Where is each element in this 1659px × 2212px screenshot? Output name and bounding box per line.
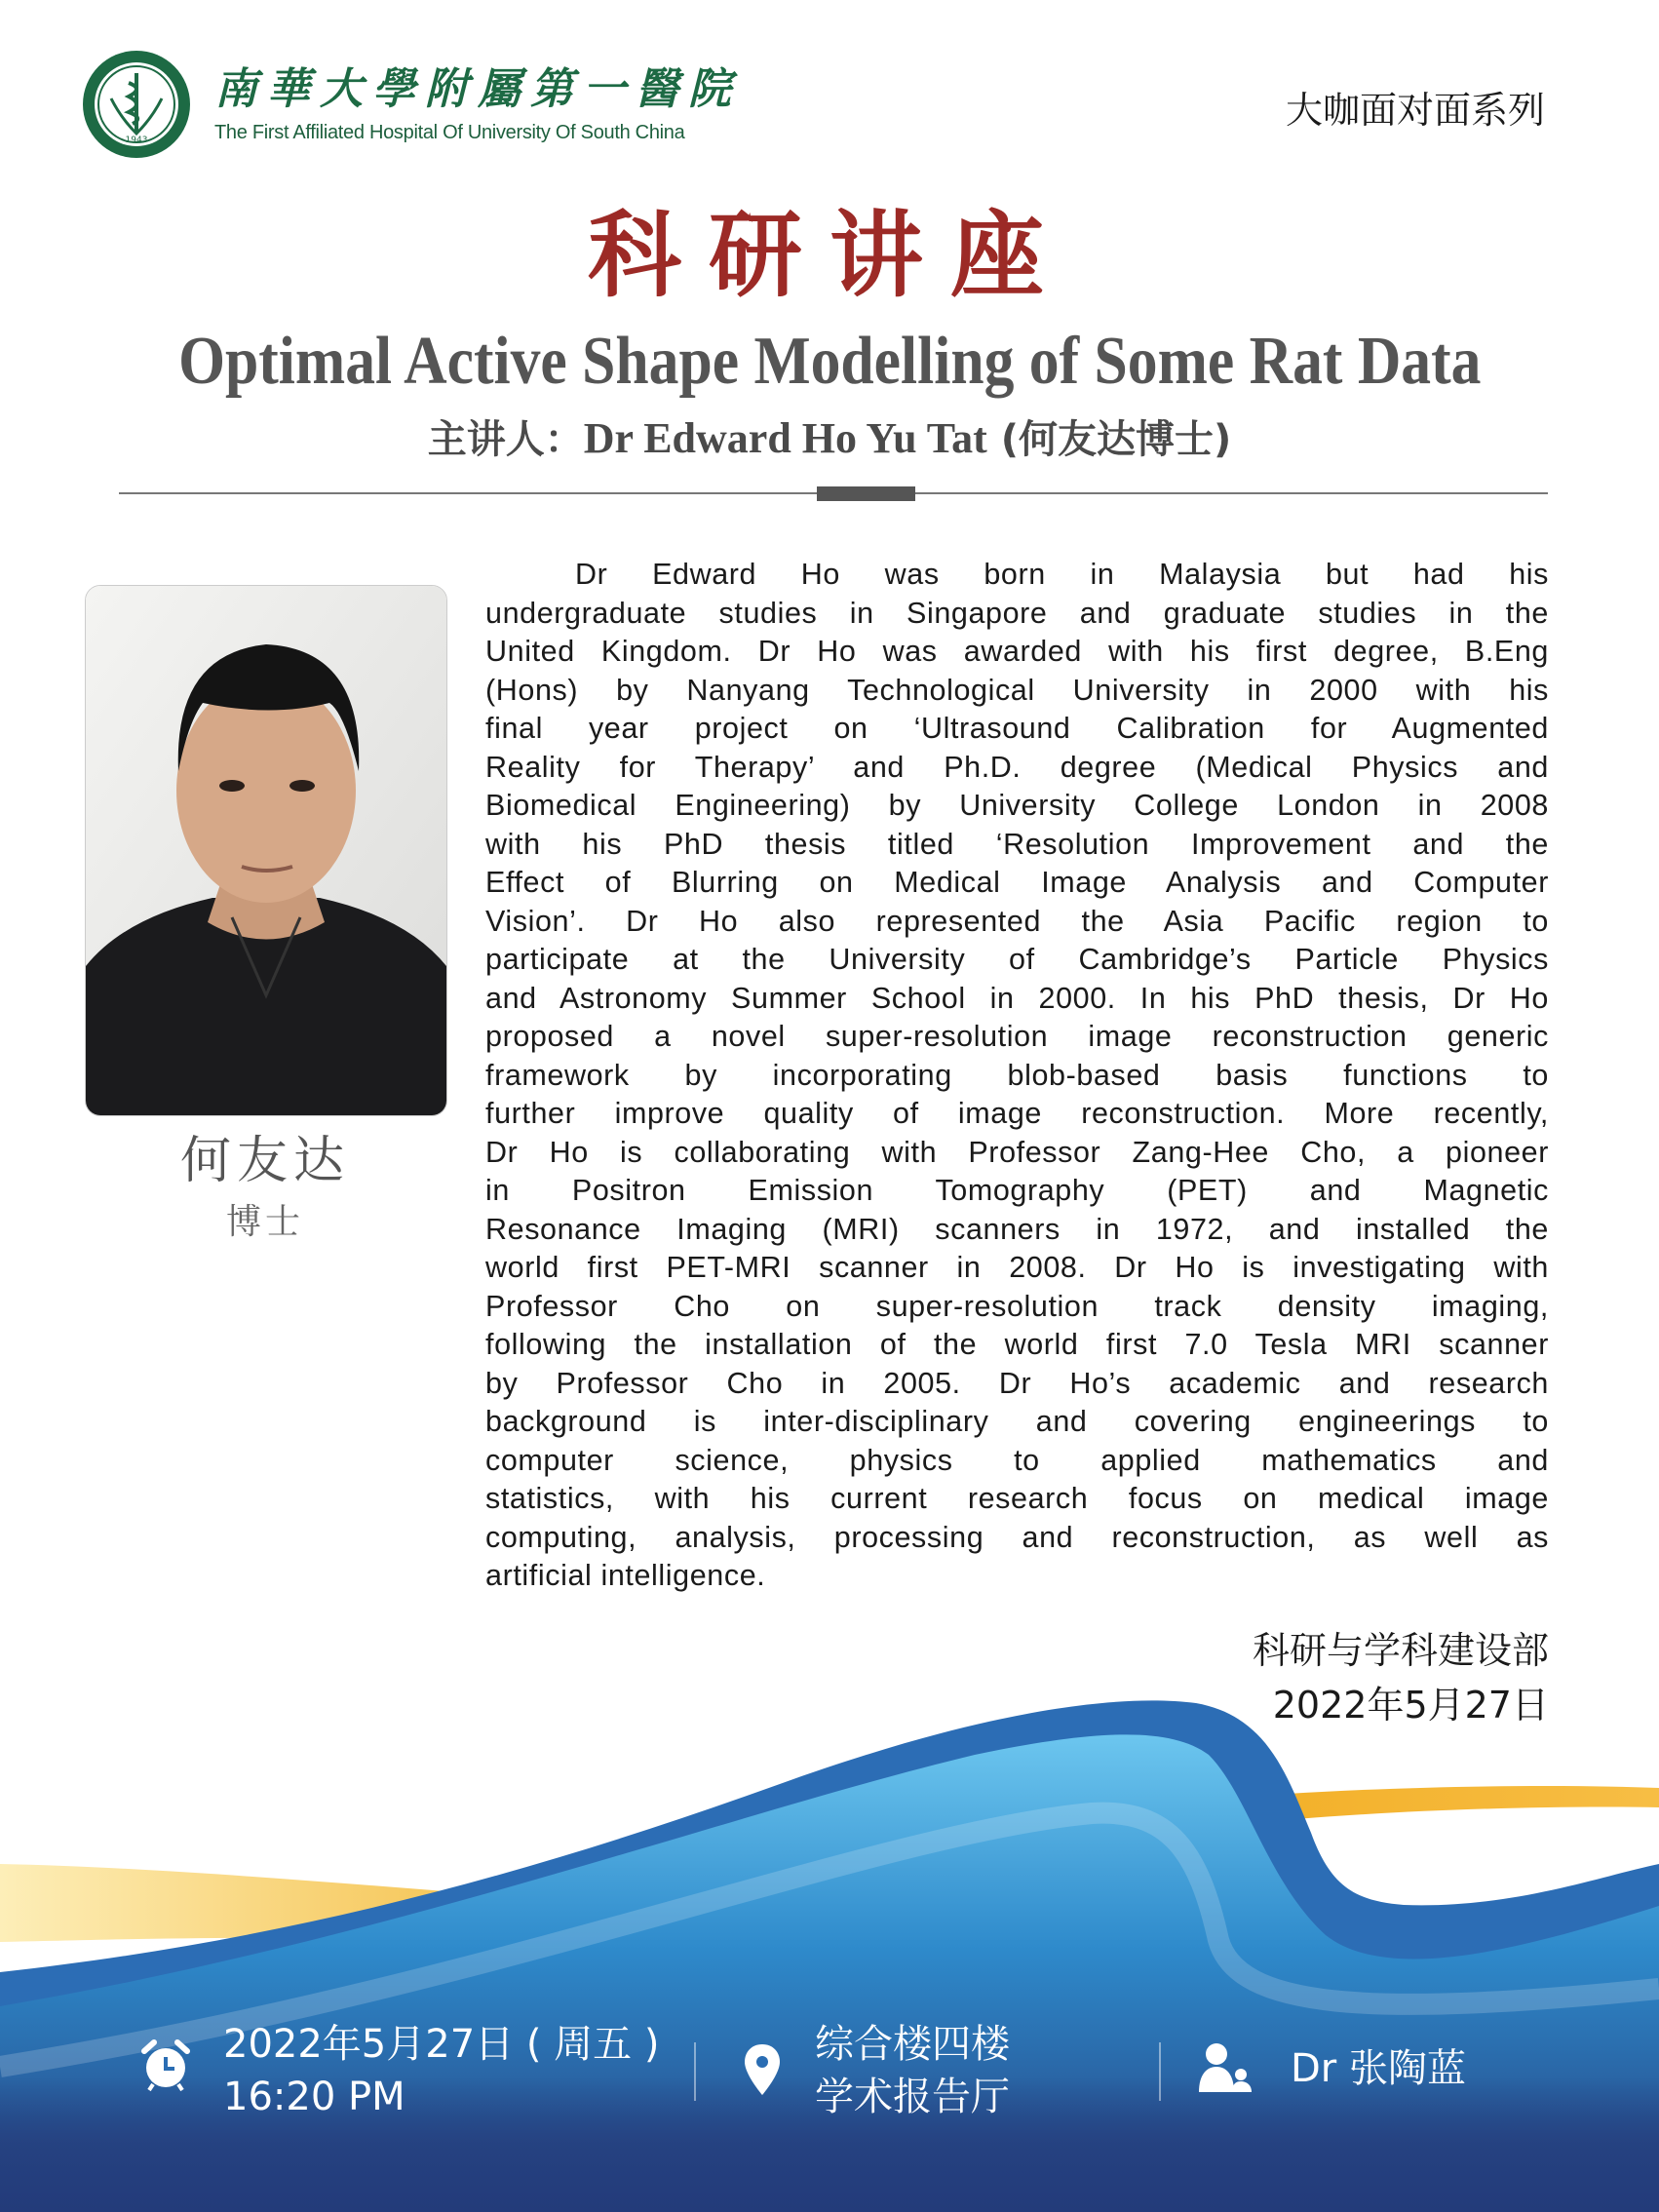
bio-line: and Astronomy Summer School in 2000. In his PhD thesis, Dr Ho bbox=[485, 981, 1549, 1015]
speaker-line bbox=[0, 411, 1659, 466]
bio-line: statistics, with his current research focus on medical image bbox=[485, 1482, 1549, 1515]
signature-date: 2022年5月27日 bbox=[1272, 1684, 1549, 1727]
bio-line: Effect of Blurring on Medical Image Analysis and Computer bbox=[485, 866, 1549, 899]
bio-line: United Kingdom. Dr Ho was awarded with his first degree, B.Eng bbox=[485, 635, 1549, 668]
bio-line: proposed a novel super-resolution image reconstruction generic bbox=[485, 1020, 1549, 1053]
location-hall: 学术报告厅 bbox=[815, 2075, 1010, 2119]
bio-line: Professor Cho on super-resolution track density imaging, bbox=[485, 1289, 1549, 1323]
speaker-bio bbox=[485, 556, 1549, 1596]
bio-line: computing, analysis, processing and reconstruction, as well as bbox=[485, 1520, 1549, 1554]
bio-line: final year project on ‘Ultrasound Calibration for Augmented bbox=[485, 712, 1549, 745]
event-time: 16:20 PM bbox=[223, 2075, 405, 2119]
wave-decoration bbox=[0, 1657, 1659, 2212]
logo-year: 1943 bbox=[125, 136, 148, 145]
speaker-label: 主讲人： bbox=[427, 417, 584, 462]
speaker-name-cn-label: 何友达 bbox=[179, 1132, 350, 1190]
bio-line: Dr Edward Ho was born in Malaysia but had his bbox=[575, 558, 1549, 591]
separator bbox=[694, 2042, 696, 2101]
alarm-clock-icon bbox=[141, 2039, 190, 2092]
host-name: Dr 张陶蓝 bbox=[1291, 2046, 1466, 2091]
bio-line: Dr Ho is collaborating with Professor Zang-Hee Cho, a pioneer bbox=[485, 1135, 1549, 1169]
separator bbox=[1159, 2042, 1161, 2101]
event-date: 2022年5月27日 ( 周五 ) bbox=[223, 2022, 660, 2067]
series-label: 大咖面对面系列 bbox=[1285, 89, 1545, 132]
bio-line: (Hons) by Nanyang Technological University in 2000 with his bbox=[485, 673, 1549, 707]
speaker-photo bbox=[85, 585, 447, 1116]
hospital-name-cn: 南華大學附屬第一醫院 bbox=[214, 64, 741, 114]
bio-line: Vision’. Dr Ho also represented the Asia Pacific region to bbox=[485, 904, 1549, 938]
bio-line: participate at the University of Cambridge’s Particle Physics bbox=[485, 943, 1549, 976]
bio-line: further improve quality of image reconstruction. More recently, bbox=[485, 1097, 1549, 1130]
divider-accent bbox=[817, 486, 915, 501]
bio-line: artificial intelligence. bbox=[485, 1559, 766, 1592]
bio-line: following the installation of the world first 7.0 Tesla MRI scanner bbox=[485, 1328, 1549, 1361]
bio-line: computer science, physics to applied mathematics and bbox=[485, 1443, 1549, 1477]
talk-title bbox=[0, 322, 1659, 402]
main-title: 科研讲座 bbox=[588, 201, 1071, 310]
bio-line: Biomedical Engineering) by University College London in 2008 bbox=[485, 789, 1549, 822]
department-signature: 科研与学科建设部 bbox=[1252, 1629, 1549, 1672]
hospital-logo-icon bbox=[82, 50, 191, 159]
location-building: 综合楼四楼 bbox=[815, 2022, 1010, 2067]
talk-title-text: Optimal Active Shape Modelling of Some Rat Data bbox=[177, 324, 1482, 399]
bio-line: undergraduate studies in Singapore and graduate studies in the bbox=[485, 596, 1549, 630]
bio-line: with his PhD thesis titled ‘Resolution Improvement and the bbox=[485, 827, 1549, 861]
map-pin-icon bbox=[743, 2042, 782, 2097]
bio-line: in Positron Emission Tomography (PET) and Magnetic bbox=[485, 1174, 1549, 1207]
user-icon bbox=[1197, 2041, 1255, 2092]
bio-line: background is inter-disciplinary and covering engineerings to bbox=[485, 1405, 1549, 1438]
bio-line: Reality for Therapy’ and Ph.D. degree (Medical Physics and bbox=[485, 750, 1549, 784]
bio-line: world first PET-MRI scanner in 2008. Dr Ho is investigating with bbox=[485, 1251, 1549, 1284]
hospital-name-en: The First Affiliated Hospital Of University Of South China bbox=[214, 122, 685, 143]
bio-line: framework by incorporating blob-based basis functions to bbox=[485, 1058, 1549, 1092]
bio-line: Resonance Imaging (MRI) scanners in 1972, and installed the bbox=[485, 1212, 1549, 1246]
speaker-degree-label: 博士 bbox=[225, 1202, 304, 1242]
speaker-name-en: Dr Edward Ho Yu Tat bbox=[583, 414, 987, 462]
bio-line: by Professor Cho in 2005. Dr Ho’s academic and research bbox=[485, 1366, 1549, 1400]
yellow-band-right bbox=[1287, 1786, 1659, 1819]
speaker-name-cn: (何友达博士) bbox=[1000, 417, 1232, 462]
